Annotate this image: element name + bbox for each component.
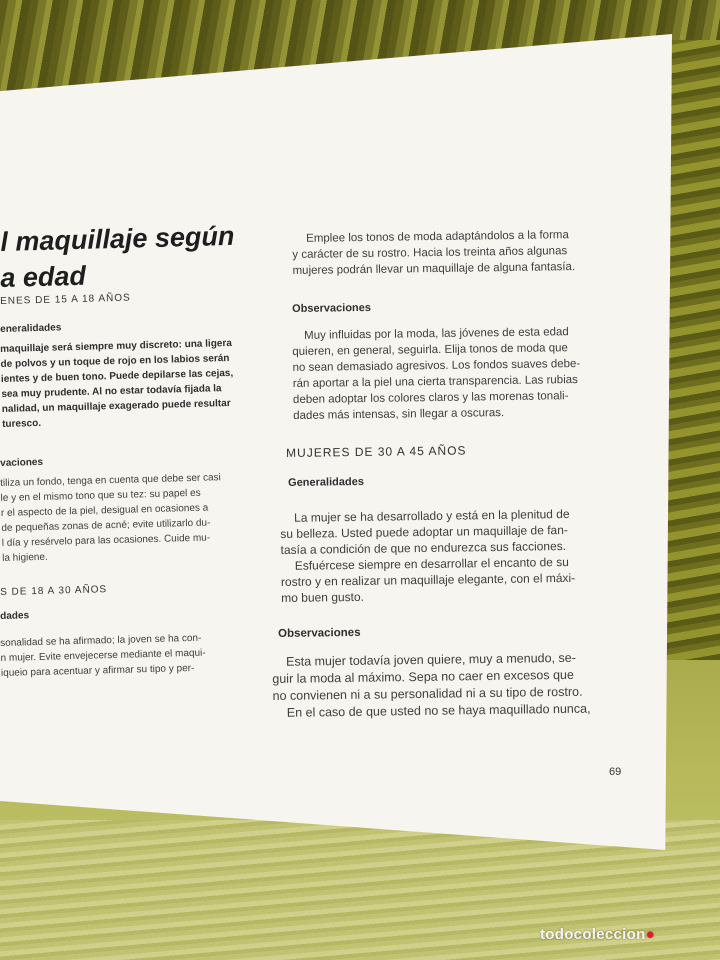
left-paragraph-3: sonalidad se ha afirmado; la joven se ha con- n mujer. Evite envejecerse mediante el maqui- iqueio para acentuar y afirmar su tipo y per- <box>0 632 206 679</box>
right-paragraph-3: Esta mujer todavía joven quiere, muy a menudo, se- guir la moda al máximo. Sepa no caer en excesos que no convienen ni a su personalidad ni a su tipo de rostro. En el caso de que usted no se haya maquillado nunca, <box>272 650 591 720</box>
left-section-heading-2: S DE 18 A 30 AÑOS <box>0 584 108 598</box>
left-paragraph-2: tiliza un fondo, tenga en cuenta que debe ser casi le y en el mismo tono que su tez: su papel es r el aspecto de la piel, desigual en ocasiones a de pequeñas zonas de acné; evite utilizarlo du- l día y resérvelo para las ocasiones. Cuide mu- la higiene. <box>0 472 221 564</box>
right-paragraph-1: Muy influidas por la moda, las jóvenes de esta edad quieren, en general, seguirla. Elija tonos de moda que no sean demasiado agresivos. Los fondos suaves debe- rán aportar a la piel una cierta transparencia. Las rubias deben adoptar los colores claros y las morenas tonali- dades más intensas, sin llegar a oscuras. <box>292 326 581 422</box>
fabric-background-right <box>665 40 720 660</box>
right-subheading-observaciones-1: Observaciones <box>292 301 372 315</box>
left-subheading-3: dades <box>0 610 30 622</box>
page-title-line1: l maquillaje según <box>0 220 235 257</box>
right-paragraph-2: La mujer se ha desarrollado y está en la plenitud de su belleza. Usted puede adoptar un maquillaje de fan- tasía a condición de que no endurezca sus facciones. Esfuércese siempre en desarrollar el encanto de su rostro y en realizar un maquillaje elegante, con el máxi- mo buen gusto. <box>280 506 576 605</box>
right-section-heading: MUJERES DE 30 A 45 AÑOS <box>286 443 467 460</box>
left-paragraph-1: maquillaje será siempre muy discreto: una ligera de polvos y un toque de rojo en los labios serán ientes y de buen tono. Puede depilarse las cejas, sea muy prudente. Al no estar todavía fijada la nalidad, un maquillaje exagerado puede resultar turesco. <box>0 337 234 430</box>
left-subheading-1: eneralidades <box>0 322 62 335</box>
right-paragraph-0: Emplee los tonos de moda adaptándolos a la forma y carácter de su rostro. Hacia los treinta años algunas mujeres podrán llevar un maquillaje de alguna fantasía. <box>292 229 576 277</box>
page-number: 69 <box>609 766 622 778</box>
right-subheading-generalidades: Generalidades <box>288 475 365 489</box>
left-section-heading-1: ENES DE 15 A 18 AÑOS <box>0 292 131 307</box>
left-subheading-2: vaciones <box>0 456 44 469</box>
watermark-logo: todocoleccion● <box>540 926 655 943</box>
book-page <box>0 34 672 850</box>
right-subheading-observaciones-2: Observaciones <box>278 626 361 640</box>
page-title-line2: a edad <box>0 260 87 293</box>
